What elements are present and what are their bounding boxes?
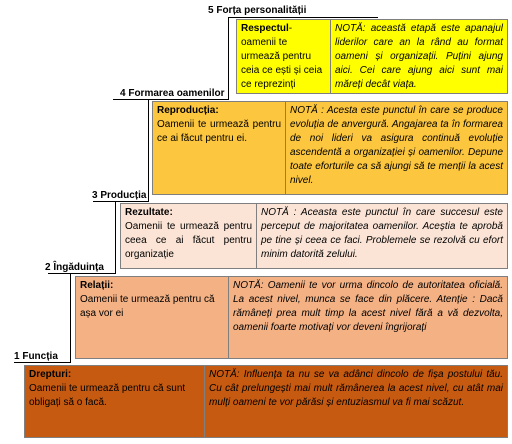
- level-title-4: Reproducția:: [157, 105, 219, 116]
- level-box-3-left: [121, 204, 257, 268]
- level-box-5-left: [237, 20, 331, 93]
- level-desc-5: -oamenii te urmează pentru ceia ce ești și ceia ce reprezinți: [241, 23, 323, 90]
- step-line-5: [228, 17, 378, 18]
- step-line-1: [14, 362, 71, 363]
- level-desc-2: Oamenii te urmează pentru că așa vor ei: [80, 294, 215, 319]
- level-box-2: [75, 276, 508, 359]
- step-riser-5: [228, 17, 229, 99]
- level-box-3: [120, 203, 508, 269]
- level-label-2: 2 Îngăduința: [45, 262, 104, 273]
- level-note-3: NOTĂ : Aceasta este punctul în care succesul este perceput de majoritatea oamenilor. Aceștia te aprobă pe tine și ceea ce faci. Problemele se rezolvă cu efort minim datorită zelului.: [261, 207, 503, 260]
- level-box-2-left: [76, 277, 229, 358]
- level-box-4: [152, 101, 508, 195]
- step-line-3: [93, 201, 149, 202]
- level-note-4: NOTĂ : Acesta este punctul în care se produce evoluția de anvergură. Angajarea ta în formarea de noi lideri va asigura continuă evoluție ascendentă a organizației și oamenilor. Depune toate eforturile ca să ajungi să te menții la acest nivel.: [290, 105, 503, 186]
- step-riser-4: [148, 99, 149, 202]
- level-box-1-left: [25, 366, 205, 437]
- level-title-2: Relații:: [80, 280, 114, 291]
- level-desc-4: Oamenii te urmează pentru ce ai făcut pentru ei.: [157, 119, 281, 144]
- level-box-5: [236, 19, 508, 94]
- level-label-4: 4 Formarea oamenilor: [120, 88, 225, 99]
- level-title-5: Respectul: [241, 23, 289, 34]
- level-box-4-left: [153, 102, 286, 194]
- level-note-2: NOTĂ: Oamenii te vor urma dincolo de autoritatea oficială. La acest nivel, munca se face din plăcere. Atenție : Dacă rămâneți prea mult timp la acest nivel fără a vă dezvolta, oamenii foarte motivați vor deveni îngrijorați: [233, 280, 503, 333]
- level-box-1: [24, 365, 508, 438]
- step-riser-2: [70, 273, 71, 363]
- level-label-1: 1 Funcția: [14, 351, 58, 362]
- level-note-1: NOTĂ: Influența ta nu se va adânci dincolo de fișa postului tău. Cu cât prelungești mai mult rămânerea la acest nivel, cu atât mai mulți oameni te vor părăsi și entuziasmul va fi mai scăzut.: [209, 369, 503, 408]
- step-line-4: [113, 99, 229, 100]
- step-riser-3: [115, 201, 116, 274]
- level-desc-1: Oamenii te urmează pentru că sunt obligați să o facă.: [29, 383, 186, 408]
- level-title-3: Rezultate:: [125, 207, 173, 218]
- step-line-2: [48, 273, 116, 274]
- level-title-1: Drepturi:: [29, 369, 72, 380]
- level-note-5: NOTĂ: această etapă este apanajul liderilor care an la rând au format oameni și organizații. Puțini ajung aici. Cei care ajung aici sunt mai măreți decât viața.: [335, 23, 503, 90]
- level-desc-3: Oamenii te urmează pentru ceea ce ai făcut pentru organizație: [125, 221, 252, 260]
- level-label-5: 5 Forța personalității: [208, 5, 307, 16]
- level-label-3: 3 Producția: [92, 190, 147, 201]
